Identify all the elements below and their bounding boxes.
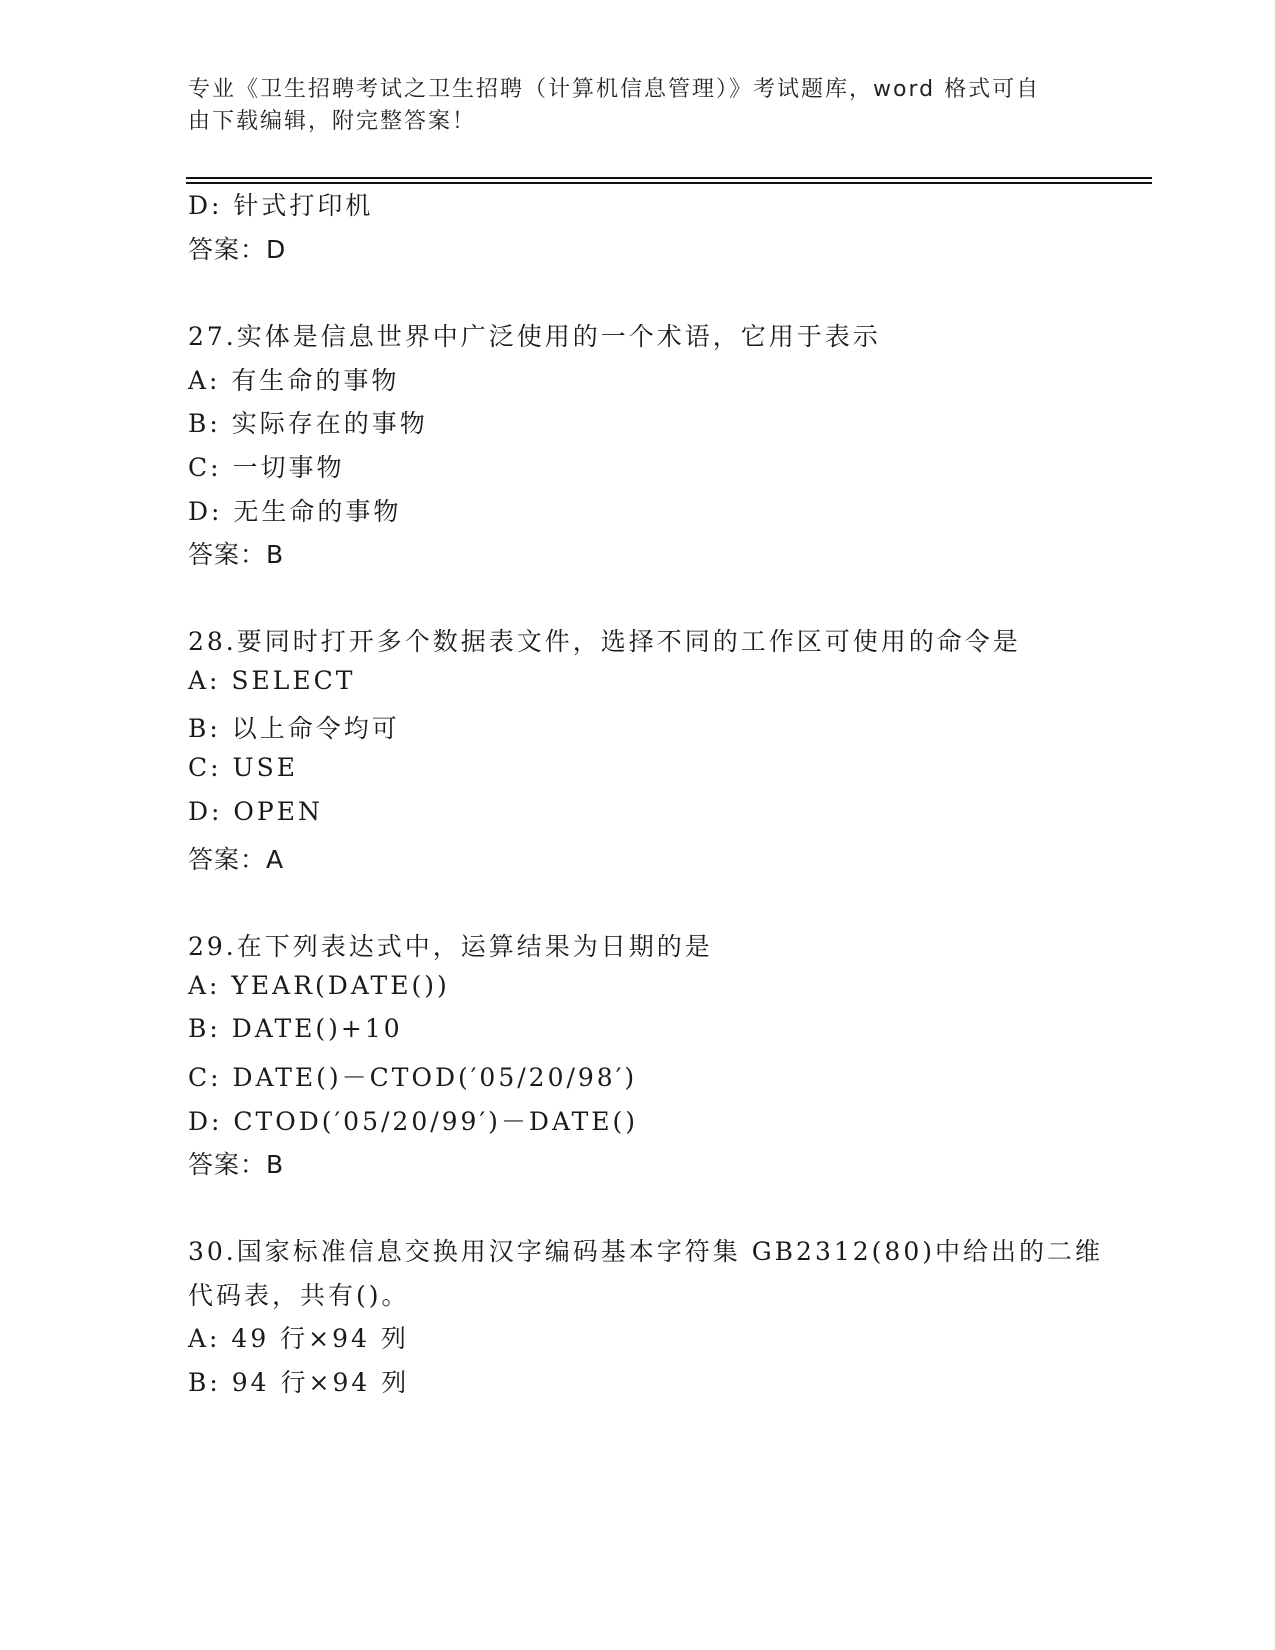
q29-question: 29.在下列表达式中，运算结果为日期的是 xyxy=(188,932,713,961)
q27-option-b: B: 实际存在的事物 xyxy=(188,409,428,438)
q28-option-b: B: 以上命令均可 xyxy=(188,714,400,743)
prev-option-d: D: 针式打印机 xyxy=(188,191,374,220)
q27-option-d: D: 无生命的事物 xyxy=(188,497,402,526)
q30-option-b: B: 94 行×94 列 xyxy=(188,1368,410,1397)
header-divider-bottom xyxy=(186,182,1152,184)
header-line-1: 专业《卫生招聘考试之卫生招聘（计算机信息管理）》考试题库，word 格式可自 xyxy=(188,77,1041,102)
q28-question: 28.要同时打开多个数据表文件，选择不同的工作区可使用的命令是 xyxy=(188,627,1021,656)
q28-answer: 答案：A xyxy=(188,845,285,874)
q30-question-line-2: 代码表，共有()。 xyxy=(188,1281,410,1310)
q30-question-line-1: 30.国家标准信息交换用汉字编码基本字符集 GB2312(80)中给出的二维 xyxy=(188,1237,1103,1266)
q29-option-b: B: DATE()+10 xyxy=(188,1014,403,1043)
q29-answer: 答案：B xyxy=(188,1150,285,1179)
q28-option-c: C: USE xyxy=(188,753,298,782)
q27-question: 27.实体是信息世界中广泛使用的一个术语，它用于表示 xyxy=(188,322,881,351)
header-line-2: 由下载编辑，附完整答案！ xyxy=(188,109,477,134)
q27-option-a: A: 有生命的事物 xyxy=(188,366,400,395)
q29-option-c: C: DATE()－CTOD(′05/20/98′) xyxy=(188,1063,638,1092)
q27-option-c: C: 一切事物 xyxy=(188,453,345,482)
q29-option-a: A: YEAR(DATE()) xyxy=(188,971,450,1000)
q28-option-d: D: OPEN xyxy=(188,797,323,826)
document-header xyxy=(188,74,1068,138)
q29-option-d: D: CTOD(′05/20/99′)－DATE() xyxy=(188,1107,639,1136)
q30-option-a: A: 49 行×94 列 xyxy=(188,1324,409,1353)
q28-option-a: A: SELECT xyxy=(188,666,356,695)
header-divider-top xyxy=(186,177,1152,179)
q27-answer: 答案：B xyxy=(188,540,285,569)
prev-answer: 答案：D xyxy=(188,235,287,264)
